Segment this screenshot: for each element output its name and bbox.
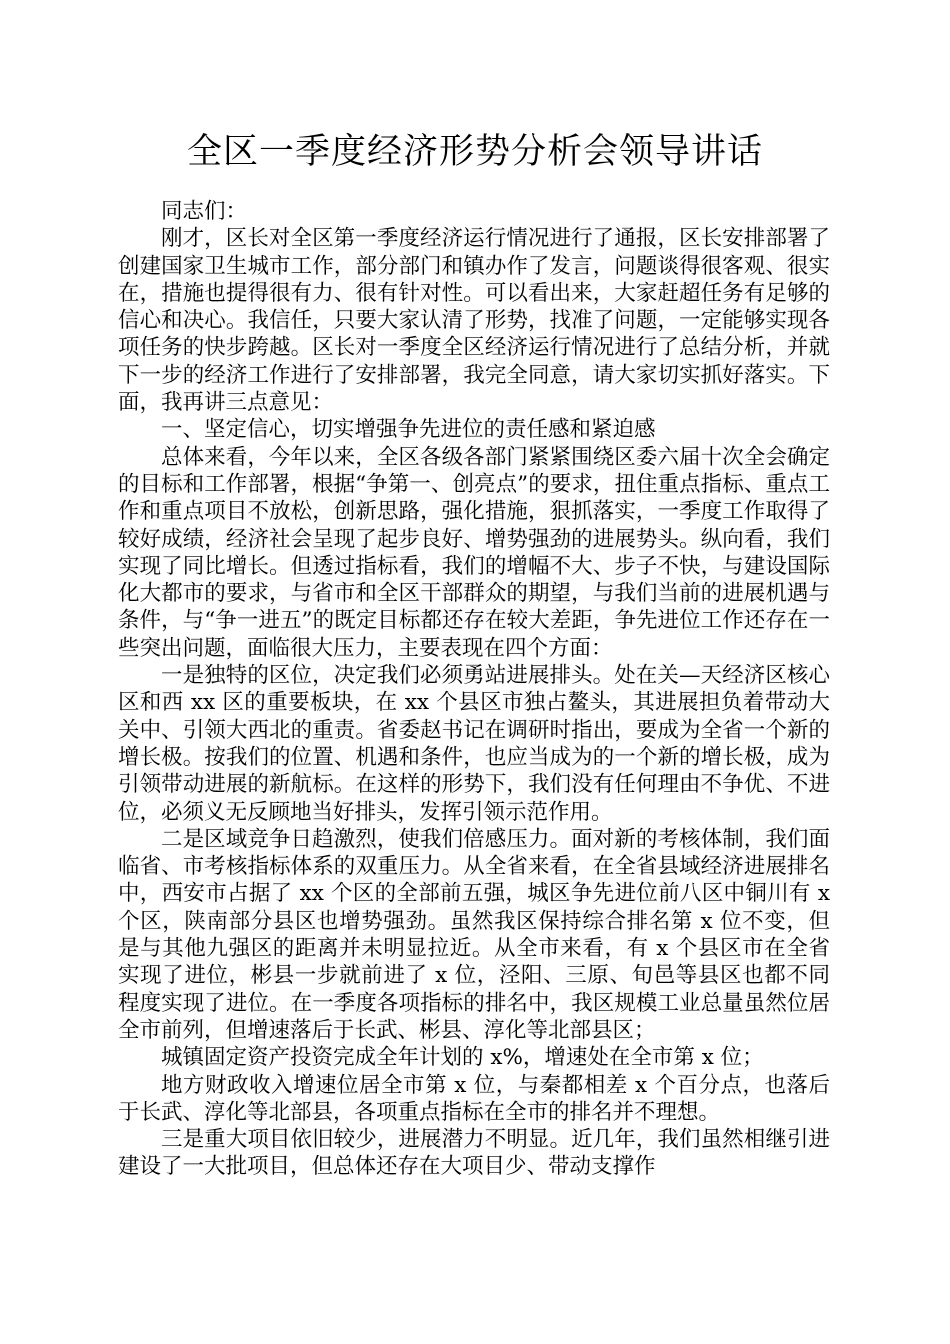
section-heading-1: 一、坚定信心，切实增强争先进位的责任感和紧迫感 (161, 417, 656, 443)
paragraph-point-3: 三是重大项目依旧较少，进展潜力不明显。近几年，我们虽然相继引进建设了一大批项目，但总体还存在大项目少、带动支撑作 (118, 1127, 830, 1180)
document-body (118, 198, 830, 1181)
salutation: 同志们： (161, 199, 248, 224)
paragraph-intro: 刚才，区长对全区第一季度经济运行情况进行了通报，区长安排部署了创建国家卫生城市工作，部分部门和镇办作了发言，问题谈得很客观、很实在，措施也提得很有力、很有针对性。可以看出来，大家赶超任务有足够的信心和决心。我信任，只要大家认清了形势，找准了问题，一定能够实现各项任务的快步跨越。区长对一季度全区经济运行情况进行了总结分析，并就下一步的经济工作进行了安排部署，我完全同意，请大家切实抓好落实。下面，我再讲三点意见： (118, 226, 830, 416)
paragraph-finance: 地方财政收入增速位居全市第 x 位，与秦都相差 x 个百分点，也落后于长武、淳化等北部县，各项重点指标在全市的排名并不理想。 (118, 1072, 830, 1125)
paragraph-point-2: 二是区域竞争日趋激烈，使我们倍感压力。面对新的考核体制，我们面临省、市考核指标体系的双重压力。从全省来看，在全省县域经济进展排名中，西安市占据了 xx 个区的全部前五强，城区争先进位前八区中铜川有 x 个区，陕南部分县区也增势强劲。虽然我区保持综合排名第 x 位不变，但是与其他九强区的距离并未明显拉近。从全市来看，有 x 个县区市在全省实现了进位，彬县一步就前进了 x 位，泾阳、三原、旬邑等县区也都不同程度实现了进位。在一季度各项指标的排名中，我区规模工业总量虽然位居全市前列，但增速落后于长武、彬县、淳化等北部县区； (118, 826, 830, 1043)
paragraph-point-1: 一是独特的区位，决定我们必须勇站进展排头。处在关—天经济区核心区和西 xx 区的重要板块，在 xx 个县区市独占鳌头，其进展担负着带动大关中、引领大西北的重责。省委赵书记在调研时指出，要成为全省一个新的增长极。按我们的位置、机遇和条件，也应当成为的一个新的增长极，成为引领带动进展的新航标。在这样的形势下，我们没有任何理由不争优、不进位，必须义无反顾地当好排头，发挥引领示范作用。 (118, 663, 830, 825)
document-title: 全区一季度经济形势分析会领导讲话 (186, 132, 763, 172)
paragraph-investment: 城镇固定资产投资完成全年计划的 x%，增速处在全市第 x 位； (161, 1045, 764, 1071)
paragraph-overview: 总体来看，今年以来，全区各级各部门紧紧围绕区委六届十次全会确定的目标和工作部署，根据“争第一、创亮点”的要求，扭住重点指标、重点工作和重点项目不放松，创新思路，强化措施，狠抓落实，一季度工作取得了较好成绩，经济社会呈现了起步良好、增势强劲的进展势头。纵向看，我们实现了同比增长。但透过指标看，我们的增幅不大、步子不快，与建设国际化大都市的要求，与省市和全区干部群众的期望，与我们当前的进展机遇与条件，与“争一进五”的既定目标都还存在较大差距，争先进位工作还存在一些突出问题，面临很大压力，主要表现在四个方面： (118, 444, 830, 661)
